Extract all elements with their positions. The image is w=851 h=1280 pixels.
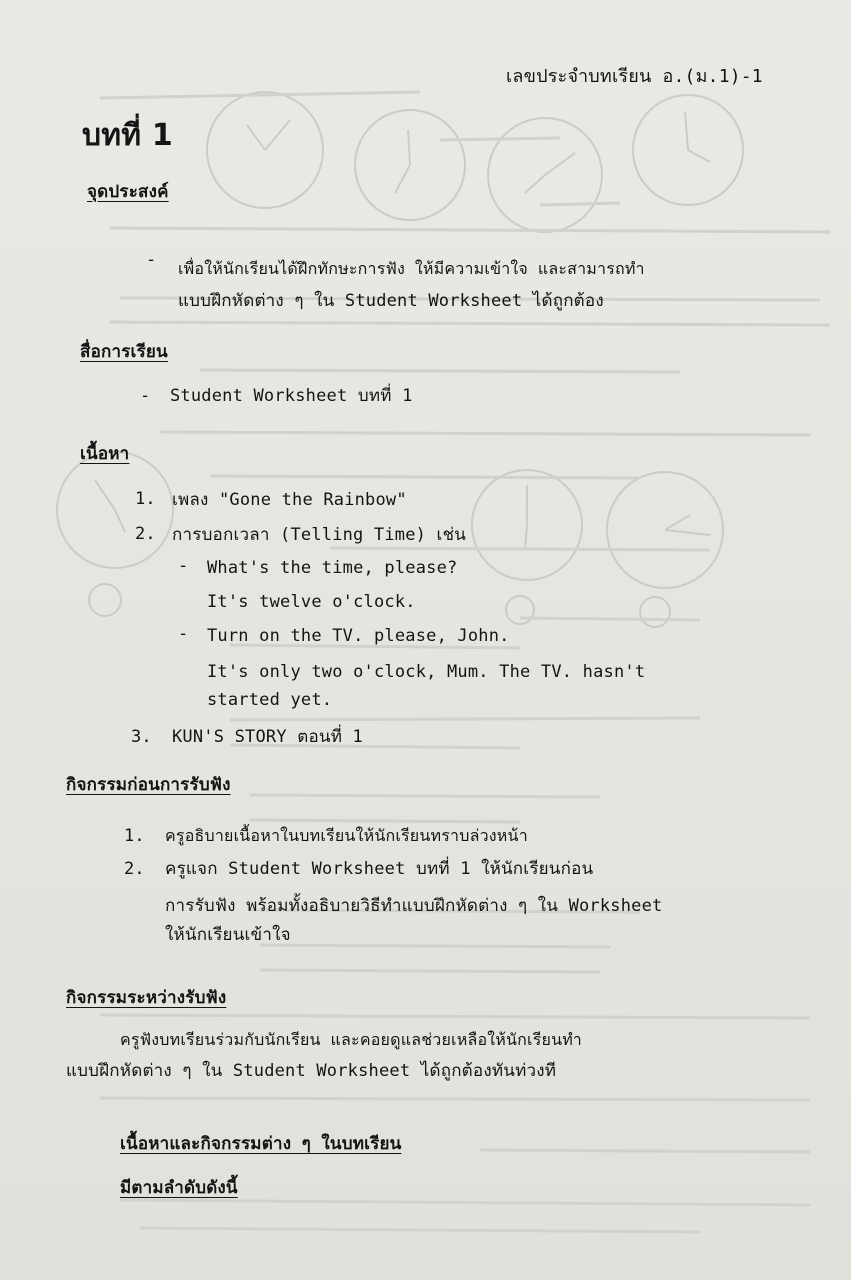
- example-line: What's the time, please?: [207, 558, 458, 578]
- pre-listening-continuation: ให้นักเรียนเข้าใจ: [165, 925, 291, 945]
- content-item-number: 2.: [135, 524, 156, 544]
- content-item-text: KUN'S STORY ตอนที่ 1: [172, 727, 363, 747]
- contents-activities-heading: เนื้อหาและกิจกรรมต่าง ๆ ในบทเรียน: [120, 1134, 402, 1154]
- media-bullet: -: [140, 386, 151, 406]
- example-line: Turn on the TV. please, John.: [207, 626, 510, 646]
- objective-line-2: แบบฝึกหัดต่าง ๆ ใน Student Worksheet ได้ถูกต้อง: [178, 291, 604, 311]
- pre-listening-item-text: ครูอธิบายเนื้อหาในบทเรียนให้นักเรียนทราบล่วงหน้า: [165, 826, 528, 845]
- pre-listening-heading: กิจกรรมก่อนการรับฟัง: [66, 775, 231, 795]
- content-item-text: เพลง "Gone the Rainbow": [172, 490, 407, 510]
- objective-bullet: -: [146, 250, 157, 270]
- media-heading: สื่อการเรียน: [80, 342, 168, 362]
- contents-activities-subheading: มีตามลำดับดังนี้: [120, 1178, 238, 1198]
- during-listening-line-2: แบบฝึกหัดต่าง ๆ ใน Student Worksheet ได้ถูกต้องทันท่วงที: [66, 1061, 557, 1081]
- example-line: It's twelve o'clock.: [207, 592, 416, 612]
- example-line: started yet.: [207, 690, 333, 710]
- during-listening-line-1: ครูฟังบทเรียนร่วมกับนักเรียน และคอยดูแลช่วยเหลือให้นักเรียนทำ: [120, 1030, 582, 1049]
- pre-listening-item-number: 1.: [124, 826, 145, 846]
- content-item-number: 1.: [135, 489, 156, 509]
- pre-listening-item-text: ครูแจก Student Worksheet บทที่ 1 ให้นักเรียนก่อน: [165, 859, 594, 879]
- content-item-text: การบอกเวลา (Telling Time) เช่น: [172, 525, 467, 545]
- objective-heading: จุดประสงค์: [87, 182, 169, 202]
- pre-listening-item-number: 2.: [124, 859, 145, 879]
- during-listening-heading: กิจกรรมระหว่างรับฟัง: [66, 988, 227, 1008]
- lesson-title: บทที่ 1: [82, 118, 173, 153]
- content-item-number: 3.: [131, 727, 152, 747]
- content-heading: เนื้อหา: [80, 444, 130, 464]
- example-dash: -: [178, 624, 189, 644]
- example-dash: -: [178, 556, 189, 576]
- pre-listening-continuation: การรับฟัง พร้อมทั้งอธิบายวิธีทำแบบฝึกหัดต่าง ๆ ใน Worksheet: [165, 896, 663, 916]
- example-line: It's only two o'clock, Mum. The TV. hasn't: [207, 662, 646, 682]
- media-item: Student Worksheet บทที่ 1: [170, 386, 413, 406]
- lesson-code: เลขประจำบทเรียน อ.(ม.1)-1: [506, 66, 763, 87]
- objective-line-1: เพื่อให้นักเรียนได้ฝึกทักษะการฟัง ให้มีความเข้าใจ และสามารถทำ: [178, 259, 645, 278]
